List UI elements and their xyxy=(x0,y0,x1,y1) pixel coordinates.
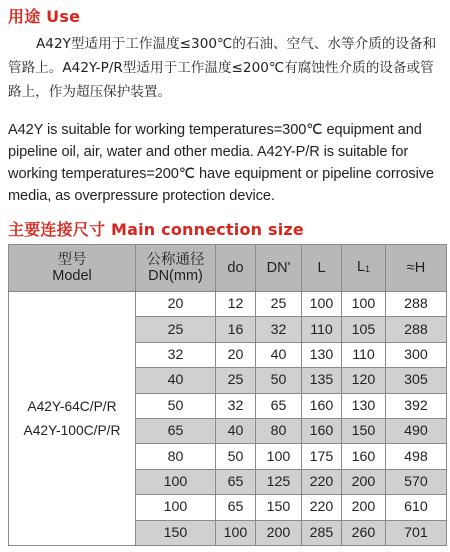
cell-h: 300 xyxy=(386,342,447,367)
cell-dn: 100 xyxy=(136,469,216,494)
cell-h: 570 xyxy=(386,469,447,494)
header-l1 xyxy=(342,245,386,292)
cell-dn: 32 xyxy=(136,342,216,367)
cell-dn-prime: 100 xyxy=(256,444,302,469)
cell-l: 175 xyxy=(302,444,342,469)
model-name: A42Y-64C/P/R xyxy=(27,398,117,414)
header-dn-prime: DN' xyxy=(256,245,302,292)
header-do: do xyxy=(216,245,256,292)
header-model-cn: 型号 xyxy=(57,252,87,268)
table-row xyxy=(9,292,447,317)
cell-do: 50 xyxy=(216,444,256,469)
cell-h: 610 xyxy=(386,495,447,520)
cell-dn-prime: 40 xyxy=(256,342,302,367)
cell-h: 498 xyxy=(386,444,447,469)
cell-dn-prime: 200 xyxy=(256,520,302,545)
header-l1-main: L xyxy=(356,259,366,275)
header-model xyxy=(9,245,136,292)
cell-l: 285 xyxy=(302,520,342,545)
cell-l: 110 xyxy=(302,317,342,342)
usage-description-english: A42Y is suitable for working temperatures=300℃ equipment and pipeline oil, air, water and other media. A42Y-P/R is suitable for working temperatures=200℃ have equipment or pipeline corrosive media, as overpressure protection device. xyxy=(8,122,434,204)
cell-h: 288 xyxy=(386,292,447,317)
cell-dn: 150 xyxy=(136,520,216,545)
header-l1-sub: 1 xyxy=(365,264,371,274)
cell-l: 135 xyxy=(302,368,342,393)
cell-h: 490 xyxy=(386,418,447,443)
cell-h: 701 xyxy=(386,520,447,545)
cell-dn: 100 xyxy=(136,495,216,520)
header-dn-en: DN(mm) xyxy=(148,268,203,284)
cell-do: 20 xyxy=(216,342,256,367)
cell-l1: 105 xyxy=(342,317,386,342)
cell-l1: 260 xyxy=(342,520,386,545)
cell-l1: 150 xyxy=(342,418,386,443)
cell-l1: 200 xyxy=(342,495,386,520)
cell-l: 160 xyxy=(302,418,342,443)
cell-l1: 200 xyxy=(342,469,386,494)
cell-dn: 80 xyxy=(136,444,216,469)
cell-do: 65 xyxy=(216,469,256,494)
cell-l: 100 xyxy=(302,292,342,317)
cell-do: 100 xyxy=(216,520,256,545)
cell-l: 220 xyxy=(302,469,342,494)
cell-l1: 160 xyxy=(342,444,386,469)
usage-description-chinese: A42Y型适用于工作温度≤300℃的石油、空气、水等介质的设备和管路上。A42Y-P/R型适用于工作温度≤200℃有腐蚀性介质的设备或管路上，作为超压保护装置。 xyxy=(8,36,437,100)
cell-do: 32 xyxy=(216,393,256,418)
cell-dn-prime: 80 xyxy=(256,418,302,443)
cell-h: 288 xyxy=(386,317,447,342)
model-cell xyxy=(9,292,136,546)
cell-l: 220 xyxy=(302,495,342,520)
cell-dn: 50 xyxy=(136,393,216,418)
header-l: L xyxy=(302,245,342,292)
cell-dn-prime: 150 xyxy=(256,495,302,520)
cell-dn-prime: 125 xyxy=(256,469,302,494)
cell-do: 65 xyxy=(216,495,256,520)
connection-size-heading: 主要连接尺寸 Main connection size xyxy=(8,220,304,239)
cell-l1: 100 xyxy=(342,292,386,317)
cell-dn-prime: 25 xyxy=(256,292,302,317)
usage-heading: 用途 Use xyxy=(8,7,81,26)
cell-l1: 130 xyxy=(342,393,386,418)
connection-size-table xyxy=(8,244,447,546)
cell-h: 392 xyxy=(386,393,447,418)
cell-l1: 110 xyxy=(342,342,386,367)
cell-dn-prime: 32 xyxy=(256,317,302,342)
cell-dn: 25 xyxy=(136,317,216,342)
cell-do: 25 xyxy=(216,368,256,393)
cell-l: 130 xyxy=(302,342,342,367)
header-h: ≈H xyxy=(386,245,447,292)
header-dn-cn: 公称通径 xyxy=(146,252,205,268)
cell-dn: 65 xyxy=(136,418,216,443)
cell-dn: 40 xyxy=(136,368,216,393)
cell-do: 16 xyxy=(216,317,256,342)
cell-l: 160 xyxy=(302,393,342,418)
header-model-en: Model xyxy=(52,268,92,284)
cell-dn-prime: 50 xyxy=(256,368,302,393)
table-header-row xyxy=(9,245,447,292)
cell-do: 12 xyxy=(216,292,256,317)
cell-l1: 120 xyxy=(342,368,386,393)
cell-dn-prime: 65 xyxy=(256,393,302,418)
cell-dn: 20 xyxy=(136,292,216,317)
header-nominal-diameter xyxy=(136,245,216,292)
model-name: A42Y-100C/P/R xyxy=(23,422,121,438)
cell-do: 40 xyxy=(216,418,256,443)
cell-h: 305 xyxy=(386,368,447,393)
